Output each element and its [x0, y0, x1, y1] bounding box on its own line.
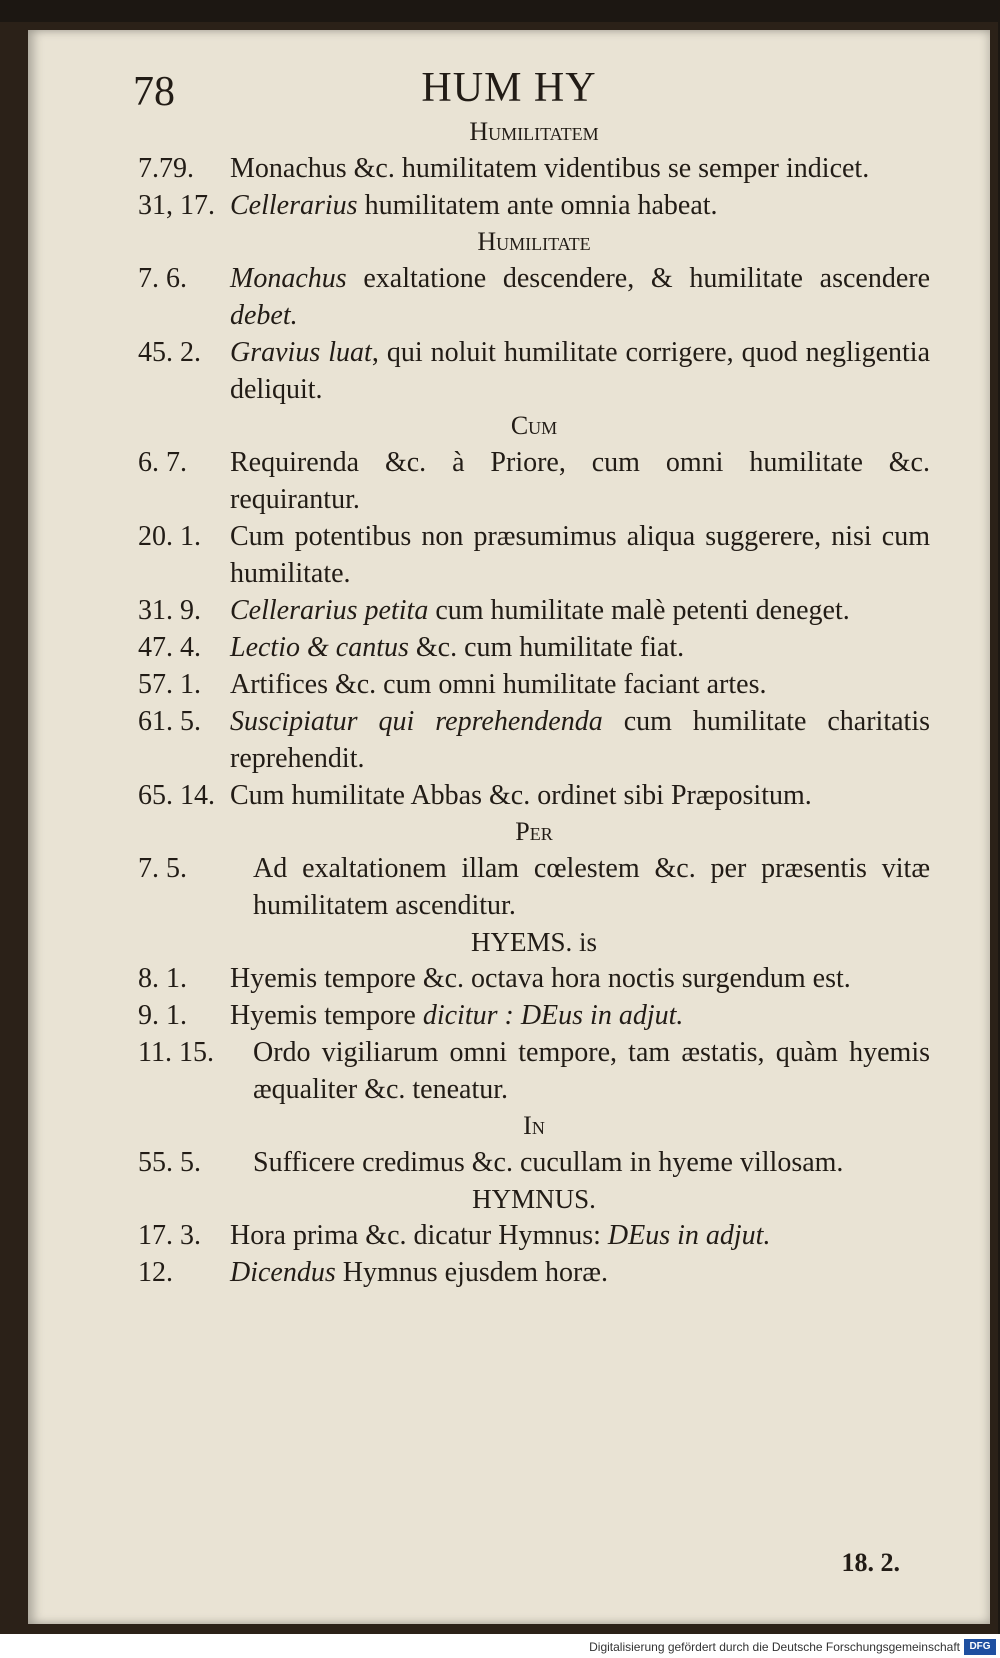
entry-reference: 20. 1.: [138, 521, 201, 552]
entry-text-segment: exaltatione descendere, & humilitate ascendere: [346, 263, 930, 294]
entry-reference: 47. 4.: [138, 632, 201, 663]
entry-text-segment: Hyemis tempore: [230, 1000, 423, 1031]
entry-reference: 31, 17.: [138, 190, 215, 221]
entry-text: [230, 703, 930, 777]
entry-reference: 8. 1.: [138, 963, 187, 994]
entry-text-segment: Cellerarius petita: [230, 595, 429, 626]
entry-reference: 7. 5.: [138, 853, 187, 884]
entry-text-segment: Suscipiatur qui reprehendenda: [230, 706, 603, 737]
entry-text: [230, 187, 930, 224]
index-entry: [138, 666, 930, 703]
index-entry: [138, 334, 930, 408]
entry-text: Monachus &c. humilitatem videntibus se semper indicet.: [230, 153, 870, 184]
entry-reference: 61. 5.: [138, 706, 201, 737]
index-entry: [138, 150, 930, 187]
book-page: [28, 30, 990, 1624]
entry-reference: 7. 6.: [138, 263, 187, 294]
entry-text-segment: Hora prima &c. dicatur Hymnus:: [230, 1220, 608, 1251]
section-heading: HYMNUS.: [472, 1184, 596, 1214]
entry-text: Ad exaltationem illam cœlestem &c. per præsentis vitæ humilitatem ascenditur.: [253, 853, 930, 921]
entry-text: [230, 1217, 930, 1254]
entry-text: [230, 260, 930, 334]
entry-text-segment: Cellerarius: [230, 190, 358, 221]
entry-text-segment: &c. cum humilitate fiat.: [408, 632, 685, 663]
index-entry: [138, 703, 930, 777]
entry-text: Artifices &c. cum omni humilitate faciant artes.: [230, 669, 767, 700]
section-heading: Per: [515, 817, 553, 846]
index-entry: [138, 1034, 930, 1108]
index-entry: [138, 187, 930, 224]
entry-reference: 12.: [138, 1257, 173, 1288]
entry-text: [230, 629, 930, 666]
dfg-logo: DFG: [964, 1639, 996, 1655]
entry-reference: 11. 15.: [138, 1037, 214, 1068]
entry-reference: 31. 9.: [138, 595, 201, 626]
index-entry: [138, 850, 930, 924]
entry-reference: 6. 7.: [138, 447, 187, 478]
index-entry: [138, 518, 930, 592]
entry-reference: 65. 14.: [138, 780, 215, 811]
entry-reference: 57. 1.: [138, 669, 201, 700]
index-entry: [138, 592, 930, 629]
section-heading: Cum: [510, 411, 558, 440]
entry-reference: 9. 1.: [138, 1000, 187, 1031]
section-heading: HYEMS. is: [470, 927, 598, 957]
entry-text-segment: Dicendus: [230, 1257, 336, 1288]
entry-text-segment: DEus in adjut.: [607, 1220, 771, 1251]
entry-text-segment: cum humilitate charitatis reprehendit.: [230, 706, 931, 774]
entry-text-segment: Lectio & cantus: [230, 632, 409, 663]
entry-text: [230, 997, 930, 1034]
index-entry: [138, 260, 930, 334]
entry-text: Ordo vigiliarum omni tempore, tam æstatis, quàm hyemis æqualiter &c. teneatur.: [253, 1037, 930, 1105]
entry-text: Sufficere credimus &c. cucullam in hyeme villosam.: [253, 1147, 844, 1178]
entry-text-segment: dicitur : DEus in adjut.: [422, 1000, 684, 1031]
index-entry: [138, 629, 930, 666]
index-entry: [138, 777, 930, 814]
index-entry: [138, 444, 930, 518]
footer-bar: [0, 1634, 1000, 1658]
entry-text-segment: Monachus: [230, 263, 347, 294]
entry-text-segment: cum humilitate malè petenti deneget.: [428, 595, 850, 626]
entry-text-segment: Gravius luat: [230, 337, 372, 368]
entry-reference: 45. 2.: [138, 337, 201, 368]
entry-text: [230, 1254, 930, 1291]
index-entry: [138, 1144, 930, 1181]
book-spread: [0, 22, 998, 1634]
running-head: HUM HY: [421, 65, 597, 111]
index-entry: [138, 1217, 930, 1254]
footer-credit: Digitalisierung gefördert durch die Deutsche Forschungsgemeinschaft: [589, 1640, 960, 1654]
index-entry: [138, 1254, 930, 1291]
entry-text: [230, 592, 930, 629]
entry-text: Requirenda &c. à Priore, cum omni humilitate &c. requirantur.: [230, 447, 930, 515]
entry-text-segment: Hymnus ejusdem horæ.: [335, 1257, 608, 1288]
entry-text: Hyemis tempore &c. octava hora noctis surgendum est.: [230, 963, 851, 994]
index-entry: [138, 997, 930, 1034]
section-heading: Humilitatem: [469, 117, 599, 146]
entry-reference: 55. 5.: [138, 1147, 201, 1178]
entry-reference: 7.79.: [138, 153, 194, 184]
index-content: [138, 114, 930, 1291]
section-heading: In: [523, 1111, 545, 1140]
entry-text-segment: , qui noluit humilitate corrigere, quod negligentia deliquit.: [230, 337, 931, 405]
entry-text-segment: humilitatem ante omnia habeat.: [357, 190, 718, 221]
entry-text-segment: debet.: [230, 300, 298, 331]
entry-text: [230, 334, 930, 408]
section-heading: Humilitate: [477, 227, 591, 256]
entry-text: Cum humilitate Abbas &c. ordinet sibi Præpositum.: [230, 780, 812, 811]
page-number: 78: [133, 69, 175, 115]
entry-text: Cum potentibus non præsumimus aliqua suggerere, nisi cum humilitate.: [230, 521, 930, 589]
entry-reference: 17. 3.: [138, 1220, 201, 1251]
catchword: 18. 2.: [841, 1548, 900, 1577]
index-entry: [138, 960, 930, 997]
